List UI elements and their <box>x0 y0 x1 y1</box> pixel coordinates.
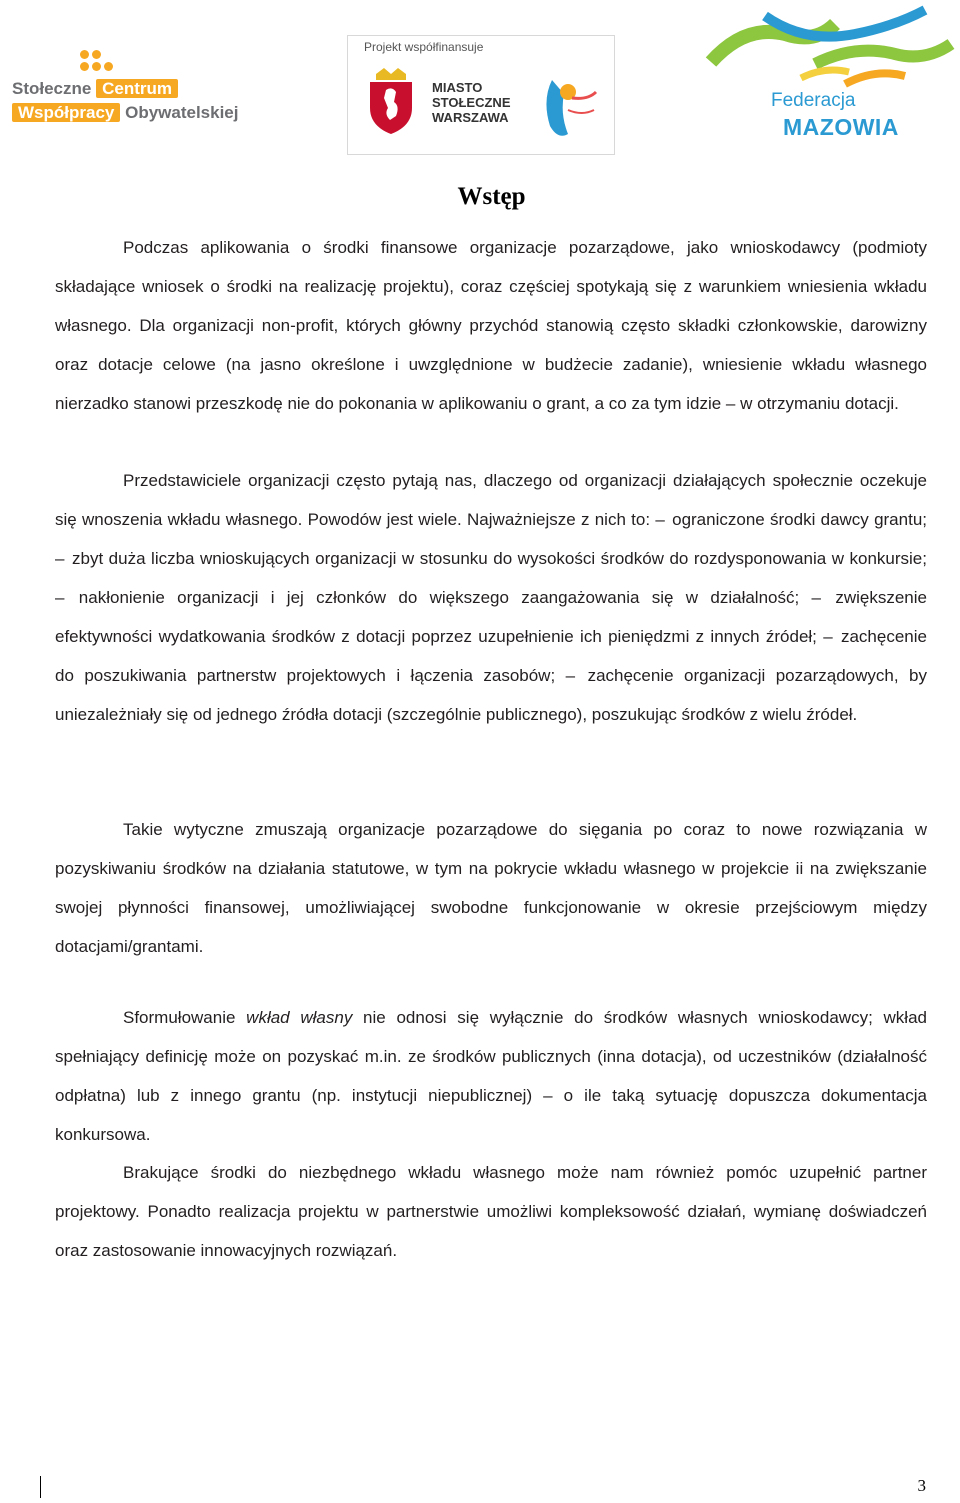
reason-item: zachęcenie do poszukiwania partnerstw projektowych i łączenia zasobów; <box>55 627 927 685</box>
margin-mark <box>40 1476 41 1498</box>
reason-item: zachęcenie organizacji pozarządowych, by uniezależniały się od jednego źródła dotacji (szczególnie publicznego), poszukując środków z wielu źródeł. <box>55 666 927 724</box>
logo-text: Stołeczne <box>12 79 92 98</box>
dash: – <box>55 549 65 568</box>
reason-item: nakłonienie organizacji i jej członków do większego zaangażowania się w działalność; <box>78 588 800 607</box>
reason-item: zwiększenie efektywności wydatkowania środków z dotacji poprzez uzupełnienie ich pieniędzmi z innych źródeł; <box>55 588 927 646</box>
mazowia-ribbon-icon <box>705 4 955 94</box>
logo-warszawa <box>347 35 615 155</box>
paragraph <box>55 1153 927 1270</box>
logo-text: MAZOWIA <box>783 114 899 140</box>
dash: – <box>823 627 833 646</box>
logo-text: Obywatelskiej <box>125 103 239 122</box>
paragraph-text: Takie wytyczne zmuszają organizacje pozarządowe do sięgania po coraz to nowe rozwiązania w pozyskiwaniu środków na działania statutowe, w tym na pokrycie wkładu własnego w projekcie ii na zwiększanie swojej płynności finansowej, umożliwiającej swobodne funkcjonowanie w okresie przejściowym między dotacjami/grantami. <box>55 820 927 956</box>
reason-item: ograniczone środki dawcy grantu; <box>672 510 927 529</box>
logo-text: Centrum <box>96 79 178 98</box>
logo-text: Współpracy <box>12 103 120 122</box>
paragraph <box>55 228 927 423</box>
paragraph-text: Sformułowanie <box>123 1008 247 1027</box>
paragraph-text: Brakujące środki do niezbędnego wkładu własnego może nam również pomóc uzupełnić partner projektowy. Ponadto realizacja projektu w partnerstwie umożliwi kompleksowość działań, wymianę doświadczeń oraz zastosowanie innowacyjnych rozwiązań. <box>55 1163 927 1260</box>
logo-caption: Projekt współfinansuje <box>364 40 484 54</box>
zakrecona-warszawa-mascot-icon <box>538 70 602 142</box>
paragraph-text: Podczas aplikowania o środki finansowe organizacje pozarządowe, jako wnioskodawcy (podmioty składające wniosek o środki na realizację projektu), coraz częściej spotykają się z warunkiem wniesienia wkładu własnego. Dla organizacji non-profit, których główny przychód stanowią często składki członkowskie, darowizny oraz dotacje celowe (na jasno określone i uwzględnione w budżecie zadanie), wniesienie wkładu własnego nierzadko stanowi przeszkodę nie do pokonania w aplikowaniu o grant, a co za tym idzie – w otrzymaniu dotacji. <box>55 238 927 413</box>
page-number: 3 <box>917 1476 926 1495</box>
paragraph-reasons <box>55 461 927 734</box>
logo-federacja-mazowia <box>705 4 955 144</box>
warsaw-crest-icon <box>366 68 416 134</box>
city-name: MIASTO STOŁECZNE WARSZAWA <box>432 80 511 125</box>
paragraph-text: nie odnosi się wyłącznie do środków własnych wnioskodawcy; wkład spełniający definicję może on pozyskać m.in. ze środków publicznych (inna dotacja), od uczestników (działalność odpłatna) lub z innego grantu (np. instytucji niepublicznej) – o ile taką sytuację dopuszcza dokumentacja konkursowa. <box>55 1008 927 1144</box>
reason-item: zbyt duża liczba wnioskujących organizacji w stosunku do wysokości środków do rozdysponowania w konkursie; <box>71 549 927 568</box>
logo-stoleczne-centrum <box>8 46 248 136</box>
page-title: Wstęp <box>457 183 526 210</box>
italic-term: wkład własny <box>246 1008 353 1027</box>
dash: – <box>55 588 65 607</box>
dash: – <box>811 588 822 607</box>
dash: – <box>655 510 665 529</box>
paragraph <box>55 998 927 1154</box>
paragraph <box>55 810 927 966</box>
paragraph-text: Przedstawiciele organizacji często pytają nas, dlaczego od organizacji działających społecznie oczekuje się wnoszenia wkładu własnego. Powodów jest wiele. Najważniejsze z nich to: <box>55 471 927 529</box>
logo-text: Federacja <box>771 90 856 111</box>
dash: – <box>565 666 576 685</box>
